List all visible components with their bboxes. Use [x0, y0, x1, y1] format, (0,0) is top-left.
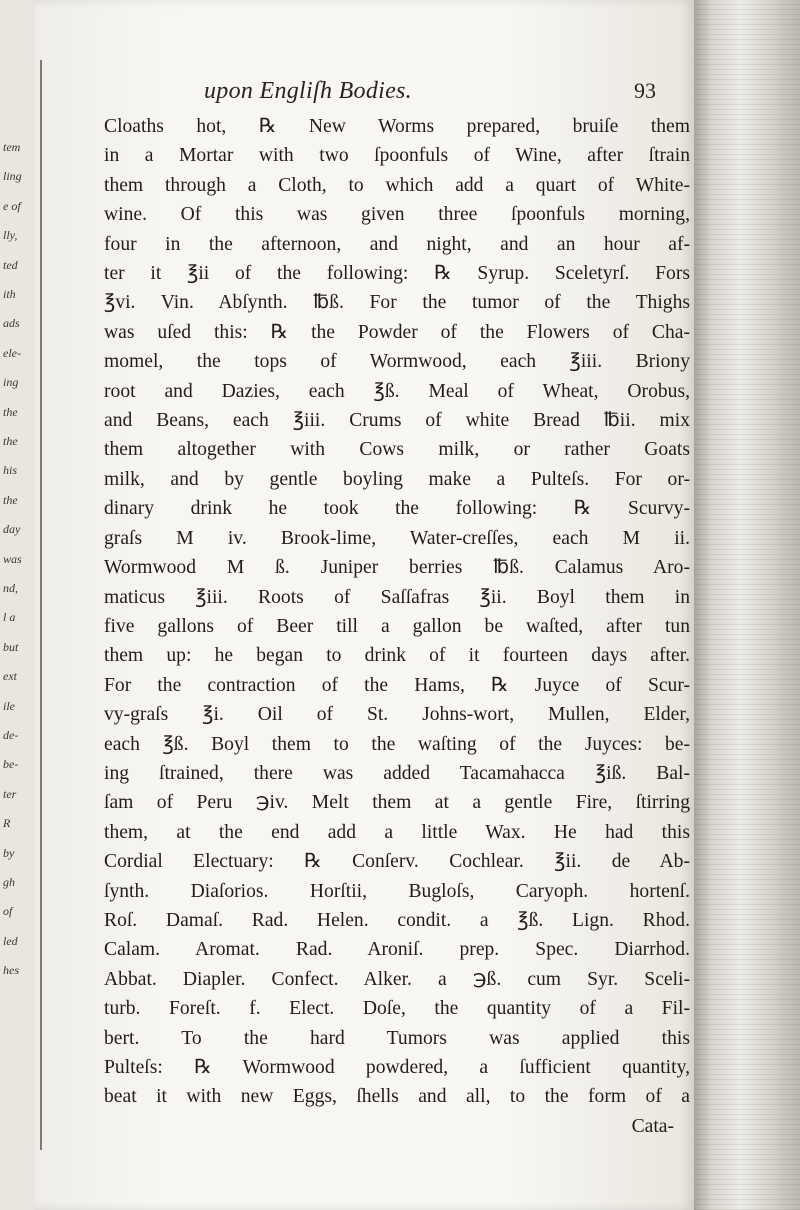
- margin-fragment: ter: [3, 786, 17, 801]
- running-title: upon Engliſh Bodies.: [204, 78, 412, 104]
- text-line: turb. Foreſt. f. Elect. Doſe, the quantity of a Fil-: [104, 998, 690, 1020]
- margin-fragment: of: [3, 904, 13, 919]
- text-line: was uſed this: ℞ the Powder of the Flowers of Cha-: [104, 321, 690, 343]
- text-line: beat it with new Eggs, ſhells and all, to the form of a: [104, 1086, 690, 1108]
- text-line: them altogether with Cows milk, or rather Goats: [104, 439, 690, 461]
- margin-fragment: the: [3, 492, 18, 507]
- text-line: Wormwood M ß. Juniper berries ℔ß. Calamus Aro-: [104, 557, 690, 579]
- margin-fragment: but: [3, 639, 19, 654]
- text-line: Abbat. Diapler. Confect. Alker. a ℈ß. cum Syr. Sceli-: [104, 968, 690, 990]
- body-text: [104, 112, 690, 1141]
- text-line: For the contraction of the Hams, ℞ Juyce of Scur-: [104, 674, 690, 696]
- margin-rule: [40, 60, 42, 1150]
- text-line: Pulteſs: ℞ Wormwood powdered, a ſufficient quantity,: [104, 1057, 690, 1078]
- book-page: [34, 0, 694, 1210]
- text-line: them through a Cloth, to which add a quart of White-: [104, 174, 690, 196]
- margin-fragment: R: [3, 816, 11, 831]
- text-line: Cloaths hot, ℞ New Worms prepared, bruiſe them: [104, 116, 690, 137]
- margin-fragment: ele-: [3, 345, 21, 360]
- margin-fragment: ted: [3, 257, 18, 272]
- text-line: each ℥ß. Boyl them to the waſting of the Juyces: be-: [104, 733, 690, 755]
- text-line: bert. To the hard Tumors was applied this: [104, 1027, 690, 1049]
- text-line: Calam. Aromat. Rad. Aroniſ. prep. Spec. Diarrhod.: [104, 939, 690, 961]
- text-line: root and Dazies, each ℥ß. Meal of Wheat, Orobus,: [104, 380, 690, 402]
- margin-fragment: de-: [3, 728, 19, 742]
- margin-fragment: gh: [3, 875, 15, 889]
- margin-fragment: day: [3, 522, 21, 537]
- margin-fragment: ith: [3, 287, 16, 301]
- text-line: momel, the tops of Wormwood, each ℥iii. Briony: [104, 351, 690, 373]
- margin-fragment: led: [3, 933, 18, 948]
- text-line: graſs M iv. Brook-lime, Water-creſſes, each M ii.: [104, 527, 690, 549]
- text-line: four in the afternoon, and night, and an hour af-: [104, 233, 690, 255]
- text-line: Cordial Electuary: ℞ Conſerv. Cochlear. ℥ii. de Ab-: [104, 851, 690, 873]
- text-line: and Beans, each ℥iii. Crums of white Bread ℔ii. mix: [104, 410, 690, 432]
- margin-fragment: ile: [3, 698, 15, 713]
- text-line: ℥vi. Vin. Abſynth. ℔ß. For the tumor of the Thighs: [104, 292, 690, 314]
- text-line: wine. Of this was given three ſpoonfuls morning,: [104, 204, 690, 226]
- text-line: ſynth. Diaſorios. Horſtii, Bugloſs, Caryoph. hortenſ.: [104, 880, 690, 902]
- margin-fragment: ads: [3, 316, 20, 331]
- margin-fragment: ing: [3, 375, 19, 390]
- catchword: Cata-: [631, 1115, 674, 1137]
- text-line: maticus ℥iii. Roots of Saſſafras ℥ii. Boyl them in: [104, 586, 690, 608]
- text-line: Roſ. Damaſ. Rad. Helen. condit. a ℥ß. Lign. Rhod.: [104, 909, 690, 931]
- text-line: ing ſtrained, there was added Tacamahacca ℥iß. Bal-: [104, 762, 690, 784]
- margin-fragment: by: [3, 845, 15, 860]
- facing-page-margin: [0, 0, 35, 1210]
- margin-fragment: nd,: [3, 581, 18, 595]
- page-number: 93: [634, 78, 656, 103]
- margin-fragment: was: [3, 551, 22, 566]
- text-line: them, at the end add a little Wax. He had this: [104, 821, 690, 843]
- margin-fragment: tem: [3, 140, 21, 154]
- book-page-edges: [692, 0, 800, 1210]
- text-line: vy-graſs ℥i. Oil of St. Johns-wort, Mullen, Elder,: [104, 704, 690, 726]
- margin-fragment: lly,: [3, 228, 18, 243]
- margin-fragment: his: [3, 463, 18, 478]
- margin-fragment: the: [3, 434, 18, 448]
- margin-fragment: ling: [3, 169, 22, 184]
- text-line: in a Mortar with two ſpoonfuls of Wine, after ſtrain: [104, 145, 690, 167]
- text-line: ter it ℥ii of the following: ℞ Syrup. Sceletyrſ. Fors: [104, 263, 690, 285]
- margin-fragment: l a: [3, 610, 16, 625]
- margin-fragment: the: [3, 404, 18, 419]
- margin-fragment: e of: [3, 198, 21, 213]
- text-line: dinary drink he took the following: ℞ Scurvy-: [104, 498, 690, 520]
- text-line: ſam of Peru ℈iv. Melt them at a gentle Fire, ſtirring: [104, 792, 690, 814]
- margin-fragment: be-: [3, 757, 19, 772]
- margin-fragment: hes: [3, 963, 19, 978]
- text-line: them up: he began to drink of it fourteen days after.: [104, 645, 690, 667]
- text-line: five gallons of Beer till a gallon be waſted, after tun: [104, 615, 690, 637]
- margin-fragment: ext: [3, 669, 17, 684]
- text-line: milk, and by gentle boyling make a Pulteſs. For or-: [104, 468, 690, 490]
